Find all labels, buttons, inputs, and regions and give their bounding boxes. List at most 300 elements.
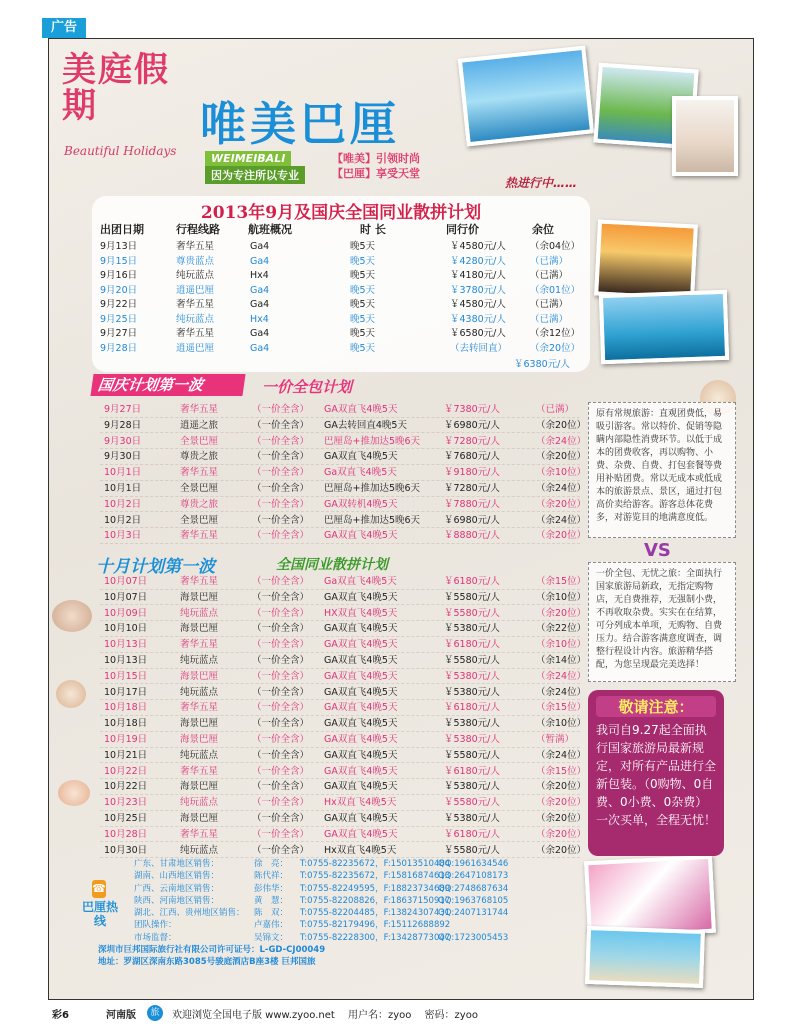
national-plan-tag: 国庆计划第一波	[90, 374, 245, 396]
contact-region: 广东、甘肃地区销售：	[134, 859, 220, 869]
cell-seats: （余01位）	[530, 284, 581, 296]
cell-seats: （已满）	[530, 270, 569, 281]
cell-date: 9月28日	[104, 419, 142, 431]
cell-flight: Ga4	[250, 255, 270, 267]
cell-package: （一价全含）	[252, 655, 310, 666]
contact-phone: T:0755-82228300，F:13428773047	[300, 932, 451, 943]
cell-price: ￥5580元/人	[444, 844, 500, 856]
contact-region: 团队操作：	[134, 920, 177, 931]
cell-price: ￥5580元/人	[444, 797, 500, 809]
cell-package: （一价全含）	[252, 718, 310, 730]
cell-date: 10月07日	[104, 591, 148, 603]
slogan-line-1: 【唯美】引领时尚	[332, 152, 420, 165]
cell-package: （一价全含）	[252, 498, 310, 510]
cell-price: ￥5580元/人	[444, 749, 500, 761]
cell-date: 9月30日	[104, 435, 142, 447]
cell-price: ￥5380元/人	[444, 686, 500, 698]
cell-flight: GA双直飞4晚5天	[324, 451, 398, 463]
october-table-row	[100, 764, 587, 780]
national-table-row	[100, 528, 587, 544]
page-footer	[48, 1002, 754, 1024]
cell-flight: GA双直飞4晚5天	[324, 591, 398, 603]
contact-person: 吴锦文：	[254, 932, 289, 943]
cell-package: （一价全含）	[252, 734, 310, 745]
cell-seats: （余20位）	[536, 607, 587, 619]
cell-flight: GA双直飞4晚5天	[324, 734, 398, 745]
cell-price: ￥9180元/人	[444, 467, 500, 479]
cell-flight: 巴厘岛+推加达5晚6天	[324, 514, 421, 526]
cell-flight: Hx双直飞4晚5天	[324, 844, 397, 856]
cell-seats: （暂满）	[536, 734, 575, 745]
main-table-row	[98, 255, 588, 269]
october-table-row	[100, 653, 587, 669]
cell-flight: Hx4	[250, 270, 269, 281]
shell-decoration	[52, 600, 92, 632]
cell-route: 奢华五星	[180, 576, 219, 587]
cell-price: ￥7880元/人	[444, 498, 500, 510]
header-duration: 时 长	[360, 223, 386, 236]
header-date: 出团日期	[100, 223, 144, 236]
cell-route: 奢华五星	[180, 828, 219, 840]
cell-flight: GA双直飞4晚5天	[324, 530, 398, 542]
cell-flight: 巴厘岛+推加达5晚6天	[324, 435, 421, 447]
national-table-row	[100, 418, 587, 434]
cell-route: 全景巴厘	[180, 435, 219, 447]
cell-flight: Hx双直飞4晚5天	[324, 797, 397, 809]
cell-seats: （已满）	[536, 404, 575, 415]
contact-person: 陈 双：	[254, 908, 289, 919]
cell-seats: （余15位）	[536, 702, 587, 714]
cell-date: 9月20日	[100, 284, 138, 296]
photo-pool	[458, 46, 594, 147]
october-table-row	[100, 716, 587, 732]
cell-date: 10月15日	[104, 670, 148, 682]
contact-rows	[98, 858, 582, 944]
main-table-row	[98, 269, 588, 283]
cell-package: （一价全含）	[252, 607, 310, 619]
title-english: WEIMEIBALI	[205, 151, 291, 166]
cell-price: ￥6180元/人	[444, 828, 500, 840]
contact-list	[98, 858, 582, 969]
photo-sunset	[594, 219, 698, 300]
cell-route: 纯玩蓝点	[180, 749, 219, 761]
cell-seats: （余24位）	[536, 514, 587, 526]
cell-date: 10月13日	[104, 639, 148, 651]
cell-price: ￥5580元/人	[444, 591, 500, 603]
cell-date: 10月19日	[104, 734, 148, 745]
footer-text: 欢迎浏览全国电子版 www.zyoo.net 用户名：zyoo 密码：zyoo	[172, 1010, 478, 1021]
cell-seats: （余24位）	[536, 686, 587, 698]
cell-flight: GA双直飞4晚5天	[324, 623, 398, 635]
national-plan-subtitle: 一价全包计划	[262, 378, 353, 396]
cell-seats: （余24位）	[536, 483, 587, 494]
hot-badge: 热进行中……	[505, 176, 578, 190]
main-table-row	[98, 240, 588, 254]
october-plan-tag: 十月计划第一波	[96, 557, 215, 577]
cell-seats: （余20位）	[536, 498, 587, 510]
cell-package: （一价全含）	[252, 467, 310, 479]
contact-region: 广西、云南地区销售：	[134, 883, 220, 894]
cell-date: 9月30日	[104, 451, 142, 463]
hotline-label: 巴厘热线	[81, 900, 118, 928]
cell-price: ￥7680元/人	[444, 451, 500, 463]
october-table-row	[100, 621, 587, 637]
contact-qq: QQ:1963768105	[438, 895, 509, 906]
cell-route: 逍遥巴厘	[176, 342, 215, 354]
cell-date: 10月22日	[104, 781, 148, 793]
cell-date: 10月13日	[104, 655, 148, 666]
regular-tour-note: 原有常规旅游：直观团费低，易吸引游客。常以特价、促销等隐瞒内部隐性消费环节。以低于成本的团费收客，再以购物、小费、杂费、自费、打包套餐等费用补贴团费。常以无成本或低成本的旅游景点、景区，通过打包高价卖给游客。游客总体花费多，对游览目的地满意度低。	[588, 402, 736, 538]
cell-duration: 晚5天	[350, 270, 376, 281]
cell-price: ￥5380元/人	[444, 734, 500, 745]
october-table-row	[100, 669, 587, 685]
cell-route: 全景巴厘	[180, 514, 219, 526]
contact-phone: T:0755-82204485，F:13824307431	[300, 908, 451, 919]
contact-person: 陈代祥：	[254, 871, 289, 882]
cell-date: 10月18日	[104, 702, 148, 714]
contact-person: 徐 亮：	[254, 859, 289, 869]
cell-package: （一价全含）	[252, 639, 310, 651]
contact-row	[98, 895, 582, 907]
cell-seats: （余20位）	[536, 797, 587, 809]
main-table-title: 2013年9月及国庆全国同业散拼计划	[200, 203, 482, 223]
cell-seats: （余10位）	[536, 639, 587, 651]
ad-tag: 广告	[42, 18, 86, 38]
cell-duration: 晚5天	[350, 299, 376, 310]
cell-duration: 晚5天	[350, 328, 376, 339]
cell-route: 纯玩蓝点	[180, 686, 219, 698]
photo-beach	[599, 290, 729, 364]
cell-seats: （余10位）	[536, 467, 587, 479]
october-table-row	[100, 606, 587, 622]
cell-flight: Ga4	[250, 284, 270, 296]
cell-date: 10月09日	[104, 607, 148, 619]
cell-date: 10月22日	[104, 765, 148, 777]
cell-route: 奢华五星	[180, 467, 219, 479]
cell-price: ￥4580元/人	[450, 299, 506, 310]
cell-date: 9月25日	[100, 313, 138, 325]
cell-price: ￥6180元/人	[444, 702, 500, 714]
cell-price: ￥7380元/人	[444, 404, 500, 415]
october-table-row	[100, 811, 587, 827]
contact-qq: QQ:2407131744	[438, 908, 509, 919]
cell-package: （一价全含）	[252, 576, 310, 587]
october-table-row	[100, 748, 587, 764]
cell-date: 10月23日	[104, 797, 148, 809]
cell-duration: 晚5天	[350, 255, 376, 267]
cell-seats: （余20位）	[536, 419, 587, 431]
cell-date: 10月2日	[104, 514, 142, 526]
cell-seats: （余20位）	[536, 844, 587, 856]
cell-date: 10月2日	[104, 498, 142, 510]
cell-package: （一价全含）	[252, 404, 310, 415]
october-table-row	[100, 795, 587, 811]
cell-route: 奢华五星	[176, 328, 215, 339]
cell-flight: Ga双直飞4晚5天	[324, 467, 397, 479]
cell-price: ￥6980元/人	[444, 419, 500, 431]
october-table-row	[100, 843, 587, 859]
cell-flight: Ga4	[250, 342, 270, 354]
cell-duration: 晚5天	[350, 313, 376, 325]
cell-duration: 晚5天	[350, 342, 376, 354]
cell-flight: GA双直飞4晚5天	[324, 686, 398, 698]
cell-seats: （余10位）	[536, 718, 587, 730]
cell-package: （一价全含）	[252, 844, 310, 856]
cell-price: ￥6180元/人	[444, 765, 500, 777]
cell-seats: （余22位）	[536, 623, 587, 635]
october-table-row	[100, 685, 587, 701]
cell-route: 纯玩蓝点	[180, 655, 219, 666]
cell-package: （一价全含）	[252, 591, 310, 603]
october-table-row	[100, 700, 587, 716]
cell-price: ￥5380元/人	[444, 718, 500, 730]
cell-package: （一价全含）	[252, 765, 310, 777]
cell-route: 尊贵之旅	[180, 451, 219, 463]
cell-price: ￥4180元/人	[450, 270, 506, 281]
cell-seats: （余04位）	[530, 241, 581, 252]
cell-package: （一价全含）	[252, 670, 310, 682]
cell-seats: （余24位）	[536, 435, 587, 447]
shell-decoration	[58, 780, 90, 806]
contact-phone: T:0755-82179496，F:15112688892	[300, 920, 451, 931]
cell-date: 10月1日	[104, 467, 142, 479]
contact-phone: T:0755-82235672，F:15013510484	[300, 859, 451, 869]
cell-package: （一价全含）	[252, 435, 310, 447]
extra-price: ￥6380元/人	[514, 359, 570, 370]
cell-flight: Hx4	[250, 313, 269, 325]
contact-qq: QQ:2748687634	[438, 883, 509, 894]
contact-person: 黄 慧：	[254, 895, 289, 906]
cell-seats: （余10位）	[536, 591, 587, 603]
header-price: 同行价	[446, 223, 479, 236]
cell-price: ￥3780元/人	[450, 284, 506, 296]
cell-seats: （已满）	[530, 255, 569, 267]
edition-label: 河南版	[106, 1010, 136, 1021]
cell-date: 10月18日	[104, 718, 148, 730]
cell-flight: GA双直飞4晚5天	[324, 781, 398, 793]
cell-package: （一价全含）	[252, 702, 310, 714]
october-table-row	[100, 779, 587, 795]
license-line: 深圳市巨邦国际旅行社有限公司许可证号：L-GD-CJ00049	[98, 945, 326, 956]
cell-seats: （余14位）	[536, 655, 587, 666]
cell-price: ￥4580元/人	[450, 241, 506, 252]
cell-price: ￥7280元/人	[444, 435, 500, 447]
cell-seats: （余20位）	[536, 813, 587, 824]
cell-date: 9月13日	[100, 241, 138, 252]
cell-price: ￥5380元/人	[444, 623, 500, 635]
brand-logo: 美庭假期	[62, 50, 170, 126]
cell-flight: Ga双直飞4晚5天	[324, 576, 397, 587]
cell-date: 9月16日	[100, 270, 138, 281]
cell-route: 全景巴厘	[180, 483, 219, 494]
cell-date: 10月30日	[104, 844, 148, 856]
october-table-row	[100, 590, 587, 606]
attention-title: 敬请注意：	[596, 696, 716, 717]
cell-flight: GA双直飞4晚5天	[324, 828, 398, 840]
cell-route: 尊贵蓝点	[176, 255, 215, 267]
cell-duration: 晚5天	[350, 284, 376, 296]
cell-route: 纯玩蓝点	[180, 844, 219, 856]
cell-price: ￥8880元/人	[444, 530, 500, 542]
brand-english: Beautiful Holidays	[64, 144, 177, 158]
edition-badge-icon: 旅	[147, 1005, 163, 1021]
cell-date: 10月17日	[104, 686, 148, 698]
cell-date: 10月21日	[104, 749, 148, 761]
cell-seats: （已满）	[530, 313, 569, 325]
cell-package: （一价全含）	[252, 514, 310, 526]
cell-date: 10月3日	[104, 530, 142, 542]
photo-woman	[672, 96, 738, 176]
cell-flight: Ga4	[250, 241, 270, 252]
cell-package: （一价全含）	[252, 781, 310, 793]
attention-box	[588, 690, 724, 856]
cell-flight: GA双转机4晚5天	[324, 498, 398, 510]
cell-price: ￥4280元/人	[450, 255, 506, 267]
cell-route: 纯玩蓝点	[180, 797, 219, 809]
cell-route: 逍遥之旅	[180, 419, 219, 431]
cell-route: 纯玩蓝点	[176, 270, 215, 281]
contact-region: 陕西、河南地区销售：	[134, 895, 220, 906]
contact-person: 卢嘉伟：	[254, 920, 289, 931]
cell-route: 奢华五星	[180, 702, 219, 714]
cell-duration: 晚5天	[350, 241, 376, 252]
contact-row	[98, 919, 582, 931]
cell-date: 10月28日	[104, 828, 148, 840]
cell-date: 9月28日	[100, 342, 138, 354]
cell-route: 海景巴厘	[180, 670, 219, 682]
cell-flight: HX双直飞4晚5天	[324, 607, 398, 619]
header-seats: 余位	[532, 223, 554, 236]
cell-flight: GA双直飞4晚5天	[324, 813, 398, 824]
cell-price: ￥5380元/人	[444, 813, 500, 824]
contact-phone: T:0755-82208826，F:18637150917	[300, 895, 451, 906]
contact-row	[98, 907, 582, 919]
phone-icon: ☎	[92, 880, 106, 898]
contact-row	[98, 858, 582, 870]
cell-package: （一价全含）	[252, 530, 310, 542]
cell-date: 9月15日	[100, 255, 138, 267]
contact-region: 湖南、山西地区销售：	[134, 871, 220, 882]
header-route: 行程线路	[176, 223, 220, 236]
national-table-row	[100, 402, 580, 418]
cell-flight: GA双直飞4晚5天	[324, 749, 398, 761]
cell-package: （一价全含）	[252, 813, 310, 824]
slogan: 因为专注所以专业	[205, 166, 305, 184]
cell-flight: Ga4	[250, 328, 270, 339]
cell-price: ￥6180元/人	[444, 639, 500, 651]
cell-package: （一价全含）	[252, 483, 310, 494]
cell-seats: （余24位）	[536, 749, 587, 761]
main-table-row	[98, 298, 588, 312]
vs-label: VS	[644, 540, 671, 561]
october-table-row	[100, 732, 580, 748]
cell-date: 10月25日	[104, 813, 148, 824]
cell-route: 纯玩蓝点	[176, 313, 215, 325]
cell-seats: （余15位）	[536, 765, 587, 777]
cell-price: ￥5380元/人	[444, 781, 500, 793]
cell-seats: （余12位）	[530, 328, 581, 339]
main-table-row	[98, 342, 588, 356]
contact-qq: QQ:1961634546	[438, 859, 509, 869]
cell-seats: （余20位）	[536, 781, 587, 793]
contact-person: 彭伟华：	[254, 883, 289, 894]
cell-route: 海景巴厘	[180, 781, 219, 793]
cell-seats: （余20位）	[530, 342, 581, 354]
cell-seats: （余20位）	[536, 828, 587, 840]
cell-seats: （余15位）	[536, 576, 587, 587]
contact-row	[98, 870, 582, 882]
october-plan-subtitle: 全国同业散拼计划	[276, 557, 388, 573]
cell-package: （一价全含）	[252, 451, 310, 463]
main-table-row	[98, 284, 588, 298]
cell-price: ￥6580元/人	[450, 328, 506, 339]
all-inclusive-note: 一价全包、无忧之旅：全面执行国家旅游局新政，无指定购物店，无自费推荐，无强制小费，不再收取杂费。实实在在结算，可分列成本单项，无购物、自费压力。结合游客满意度调查，调整行程设计内容。旅游精华搭配，为您呈现最完美选择！	[588, 562, 736, 682]
cell-route: 奢华五星	[176, 241, 215, 252]
slogan-secondary	[332, 151, 420, 181]
contact-phone: T:0755-82249595，F:18823734689	[300, 883, 451, 894]
contact-row	[98, 883, 582, 895]
slogan-line-2: 【巴厘】享受天堂	[332, 167, 420, 180]
cell-date: 10月07日	[104, 576, 148, 587]
national-table-row	[100, 481, 587, 497]
photo-umbrella-beach	[585, 926, 705, 988]
cell-route: 奢华五星	[180, 404, 219, 415]
cell-date: 10月10日	[104, 623, 148, 635]
shell-decoration	[56, 680, 86, 708]
cell-flight: GA双直飞4晚5天	[324, 670, 398, 682]
cell-date: 9月22日	[100, 299, 138, 310]
cell-seats: （余20位）	[536, 451, 587, 463]
cell-date: 10月1日	[104, 483, 142, 494]
contact-region: 湖北、江西、贵州地区销售：	[134, 908, 245, 919]
main-table-row	[98, 327, 588, 341]
cell-package: （一价全含）	[252, 686, 310, 698]
national-table-row	[100, 465, 587, 481]
cell-price: ￥5580元/人	[444, 607, 500, 619]
cell-flight: GA双直飞4晚5天	[324, 765, 398, 777]
national-table-row	[100, 434, 587, 450]
cell-price: （去转回直）	[450, 342, 508, 354]
cell-flight: GA双直飞4晚5天	[324, 655, 398, 666]
cell-date: 9月27日	[100, 328, 138, 339]
cell-price: ￥6980元/人	[444, 514, 500, 526]
cell-route: 尊贵之旅	[180, 498, 219, 510]
attention-body: 我司自9.27起全面执行国家旅游局最新规定，对所有产品进行全新包装。（0购物、0自费、0小费、0杂费）一次买单，全程无忧！	[596, 723, 717, 827]
cell-seats: （已满）	[530, 299, 569, 310]
cell-package: （一价全含）	[252, 828, 310, 840]
cell-flight: GA去转回直4晚5天	[324, 419, 407, 431]
cell-flight: GA双直飞4晚5天	[324, 639, 398, 651]
cell-route: 海景巴厘	[180, 734, 219, 745]
contact-qq: QQ:1723005453	[438, 932, 509, 943]
cell-route: 奢华五星	[176, 299, 215, 310]
main-table-row	[98, 313, 588, 327]
cell-package: （一价全含）	[252, 623, 310, 635]
october-table-row	[100, 574, 587, 590]
cell-route: 纯玩蓝点	[180, 607, 219, 619]
main-table-header	[98, 222, 588, 238]
cell-flight: GA双直飞4晚5天	[324, 404, 398, 415]
october-table-row	[100, 637, 587, 653]
cell-package: （一价全含）	[252, 797, 310, 809]
national-table-row	[100, 449, 587, 465]
contact-row	[98, 932, 582, 944]
cell-flight: Ga4	[250, 299, 270, 310]
national-table-row	[100, 497, 587, 513]
cell-price: ￥5580元/人	[444, 655, 500, 666]
cell-flight: GA双直飞4晚5天	[324, 718, 398, 730]
cell-route: 海景巴厘	[180, 813, 219, 824]
